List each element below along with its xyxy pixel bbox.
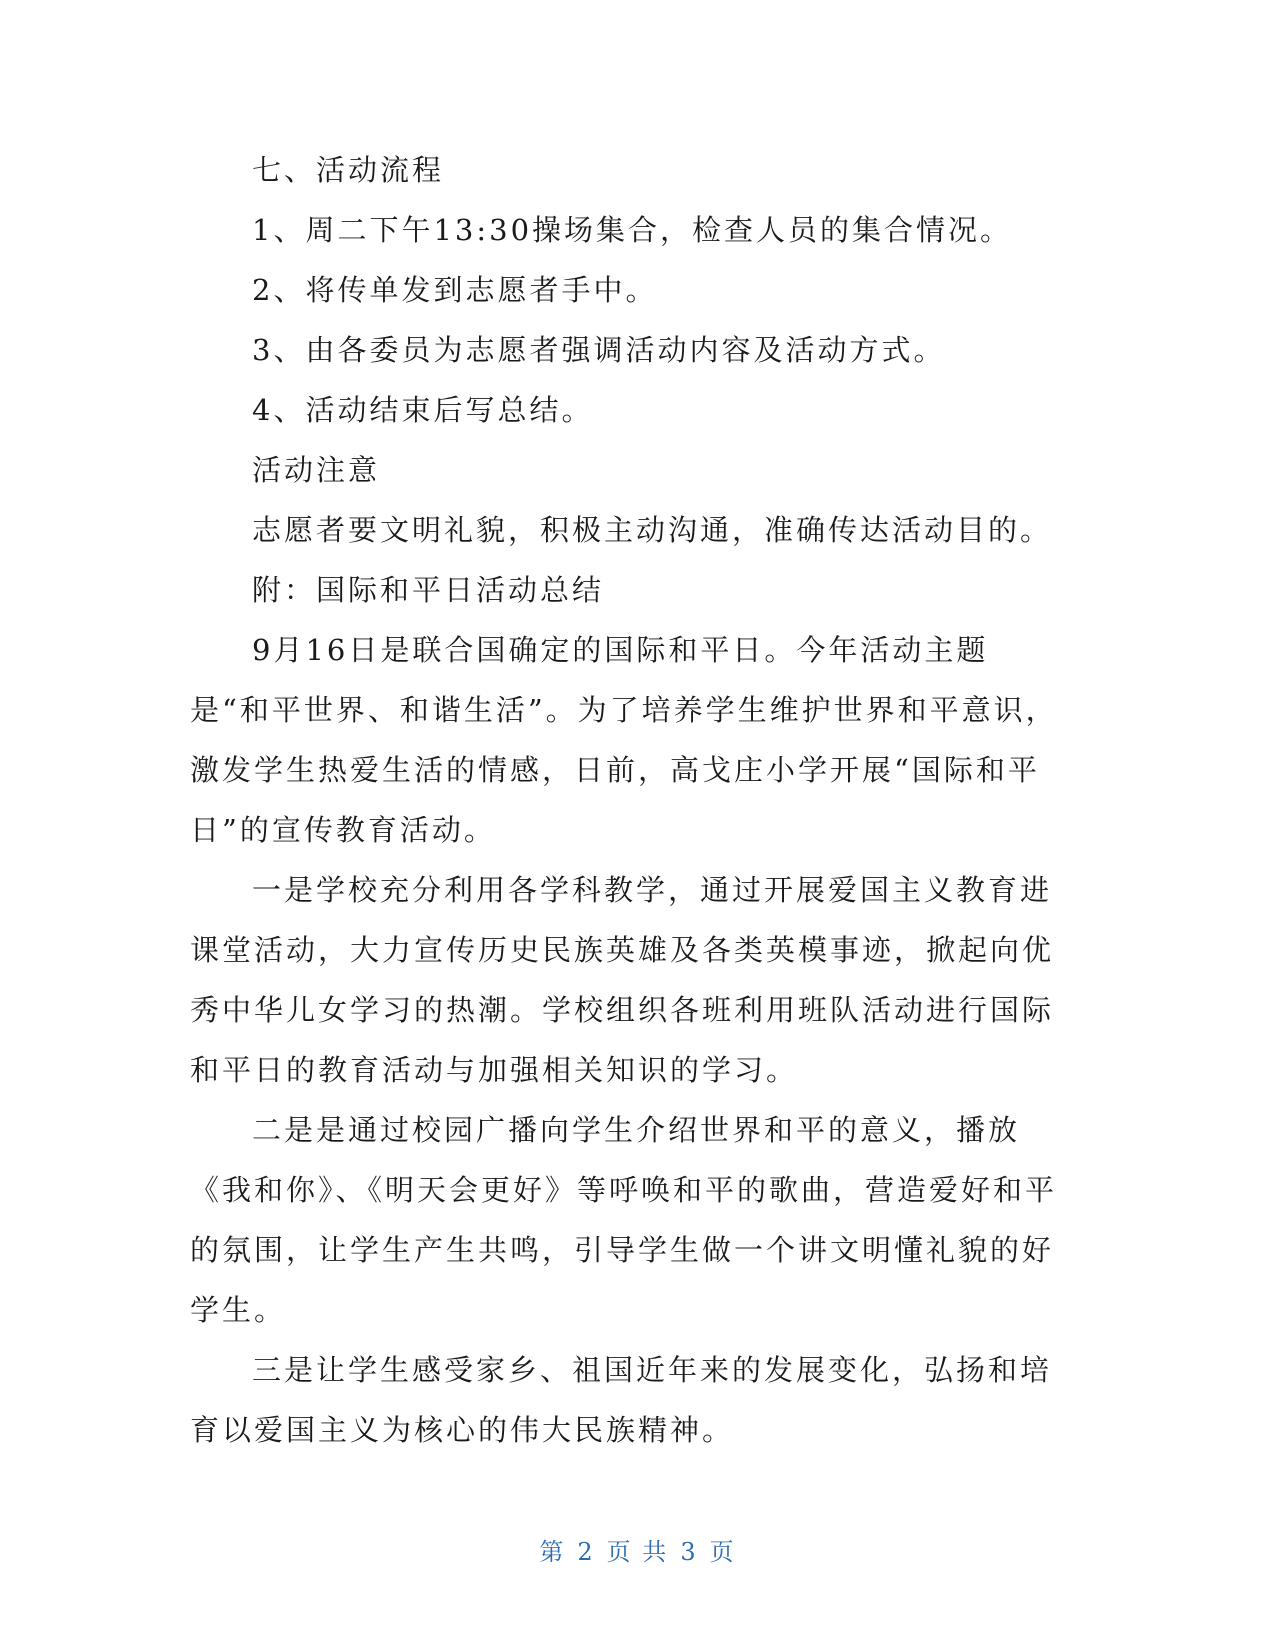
list-item: 4、活动结束后写总结。	[252, 393, 594, 427]
footer-prefix: 第	[539, 1538, 566, 1566]
body-paragraph: 二是是通过校园广播向学生介绍世界和平的意义，播放《我和你》、《明天会更好》等呼唤和平的歌曲，营造爱好和平的氛围，让学生产生共鸣，引导学生做一个讲文明懂礼貌的好学生。	[190, 1113, 1058, 1327]
current-page-number: 2	[577, 1538, 595, 1566]
footer-suffix: 页	[709, 1538, 736, 1566]
footer-middle: 页 共	[606, 1538, 669, 1566]
section-heading: 活动注意	[252, 453, 381, 487]
note-text: 志愿者要文明礼貌，积极主动沟通，准确传达活动目的。	[252, 513, 1053, 547]
appendix-heading: 附：国际和平日活动总结	[252, 573, 605, 607]
total-pages-number: 3	[680, 1538, 698, 1566]
list-item: 3、由各委员为志愿者强调活动内容及活动方式。	[252, 333, 946, 367]
body-paragraph: 9月16日是联合国确定的国际和平日。今年活动主题是“和平世界、和谐生活”。为了培养学生维护世界和平意识，激发学生热爱生活的情感，日前，高戈庄小学开展“国际和平日”的宣传教育活动。	[190, 633, 1058, 847]
document-body	[190, 140, 1070, 1460]
body-paragraph: 一是学校充分利用各学科教学，通过开展爱国主义教育进课堂活动，大力宣传历史民族英雄及各类英模事迹，掀起向优秀中华儿女学习的热潮。学校组织各班利用班队活动进行国际和平日的教育活动与加强相关知识的学习。	[190, 873, 1055, 1087]
list-item: 1、周二下午13:30操场集合，检查人员的集合情况。	[252, 213, 1013, 247]
section-heading: 七、活动流程	[252, 153, 445, 187]
body-paragraph: 三是让学生感受家乡、祖国近年来的发展变化，弘扬和培育以爱国主义为核心的伟大民族精神。	[190, 1353, 1053, 1447]
page-footer	[0, 1532, 1275, 1567]
list-item: 2、将传单发到志愿者手中。	[252, 273, 658, 307]
